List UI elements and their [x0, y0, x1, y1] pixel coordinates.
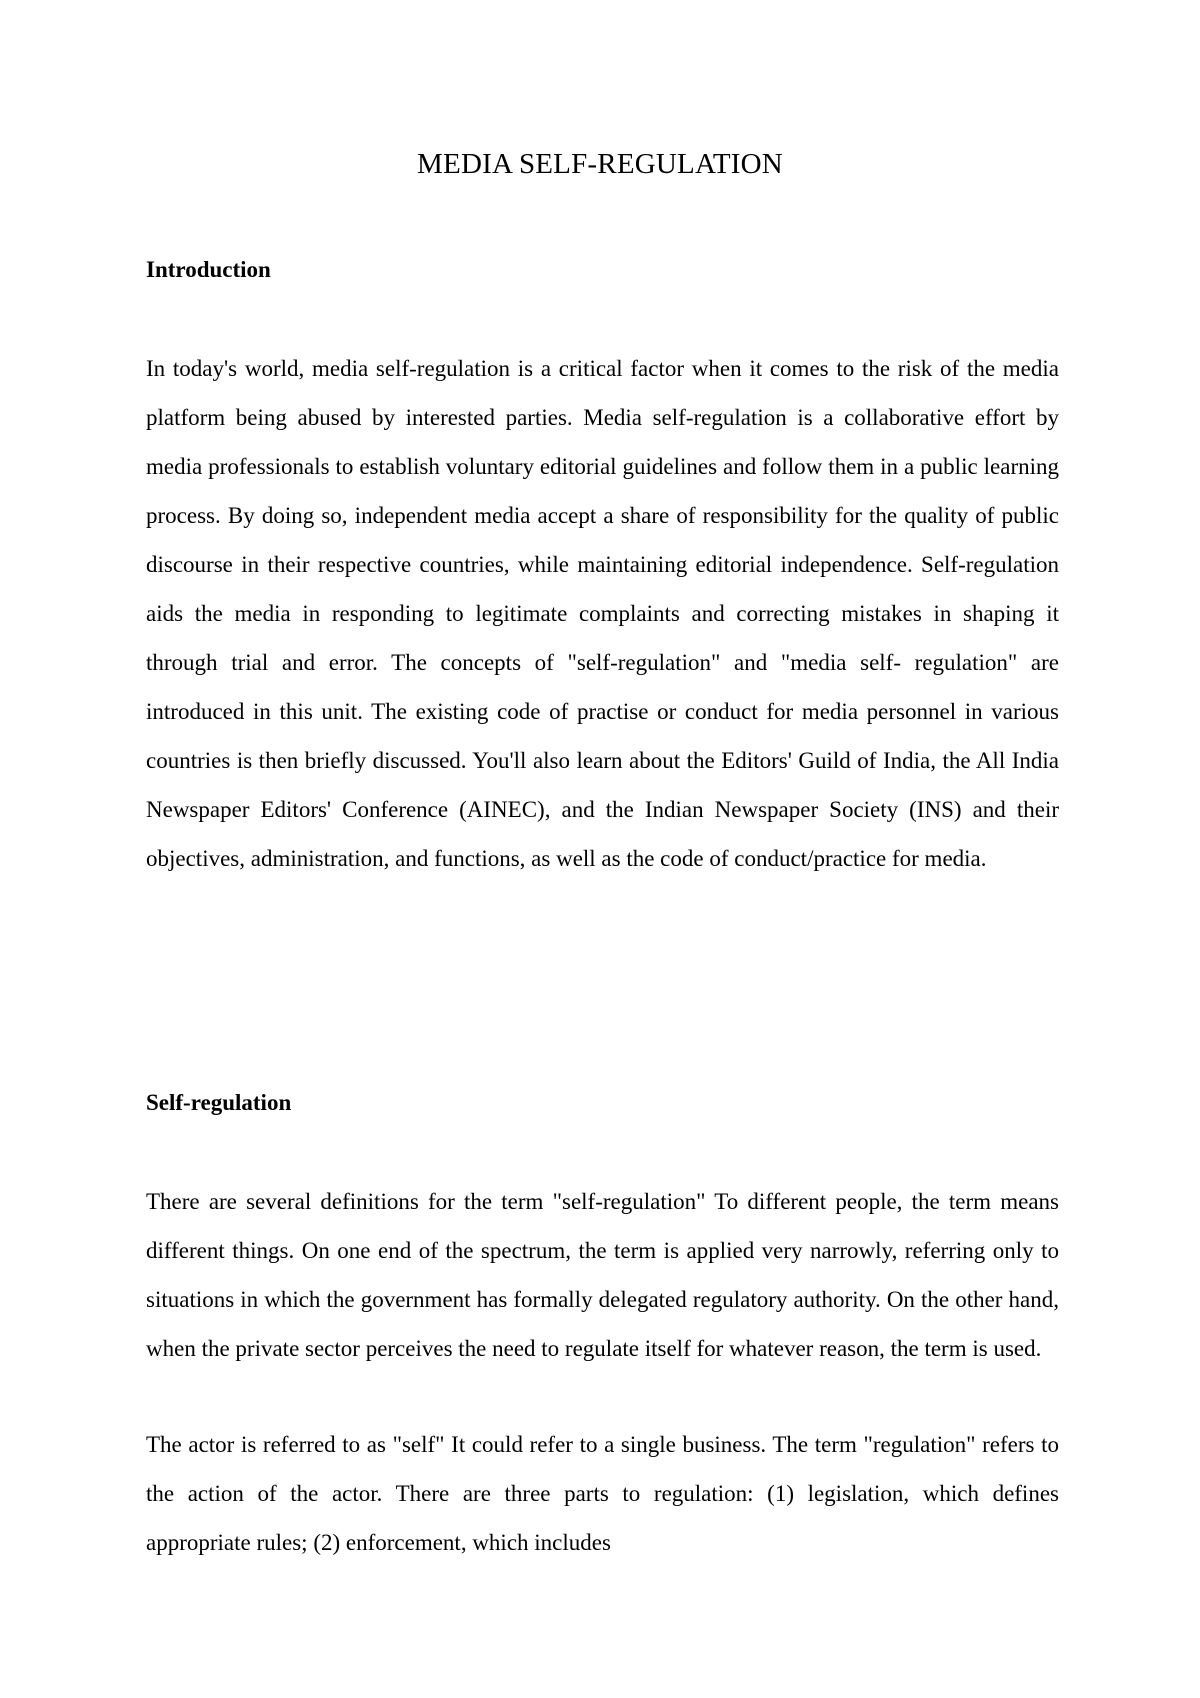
introduction-paragraph: In today's world, media self-regulation is a critical factor when it comes to the risk of the media platform being abused by interested parties. Media self-regulation is a collaborative effort by media professionals to establish voluntary editorial guidelines and follow them in a public learning process. By doing so, independent media accept a share of responsibility for the quality of public discourse in their respective countries, while maintaining editorial independence. Self-regulation aids the media in responding to legitimate complaints and correcting mistakes in shaping it through trial and error. The concepts of "self-regulation" and "media self- regulation" are introduced in this unit. The existing code of practise or conduct for media personnel in various countries is then briefly discussed. You'll also learn about the Editors' Guild of India, the All India Newspaper Editors' Conference (AINEC), and the Indian Newspaper Society (INS) and their objectives, administration, and functions, as well as the code of conduct/practice for media. [146, 356, 1059, 871]
section-heading-self-regulation: Self-regulation [146, 1090, 292, 1115]
section-heading-introduction: Introduction [146, 257, 271, 282]
self-regulation-paragraph-1: There are several definitions for the term "self-regulation" To different people, the term means different things. On one end of the spectrum, the term is applied very narrowly, referring only to situations in which the government has formally delegated regulatory authority. On the other hand, when the private sector perceives the need to regulate itself for whatever reason, the term is used. [146, 1189, 1059, 1361]
document-title: MEDIA SELF-REGULATION [417, 148, 783, 180]
self-regulation-paragraph-2: The actor is referred to as "self" It could refer to a single business. The term "regulation" refers to the action of the actor. There are three parts to regulation: (1) legislation, which defines appropriate rules; (2) enforcement, which includes [146, 1432, 1059, 1555]
